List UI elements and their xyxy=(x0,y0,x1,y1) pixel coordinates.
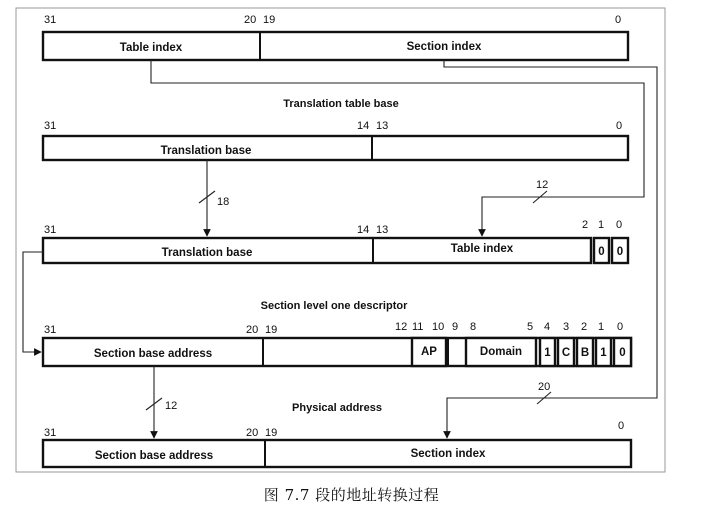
bit-11: 11 xyxy=(412,321,424,333)
bit-5: 5 xyxy=(527,321,534,333)
bit-2: 2 xyxy=(581,321,588,333)
bit4-value: 1 xyxy=(544,347,551,359)
bit-31: 31 xyxy=(44,120,57,132)
translation-base-field: Translation base xyxy=(161,247,253,259)
bit-0: 0 xyxy=(615,14,622,26)
section-index-field: Section index xyxy=(406,41,482,53)
bit-13: 13 xyxy=(376,120,389,132)
bit-20: 20 xyxy=(244,14,257,26)
bit-1: 1 xyxy=(598,219,605,231)
c-bit-field: C xyxy=(561,347,571,359)
bit-13: 13 xyxy=(376,224,389,236)
bit-3: 3 xyxy=(563,321,570,333)
width-12-section-label: 12 xyxy=(165,400,178,412)
ttb-title: Translation table base xyxy=(283,98,399,110)
bit-8: 8 xyxy=(470,321,477,333)
bit-31: 31 xyxy=(44,427,57,439)
descriptor-fetch-arrow xyxy=(23,252,43,352)
section-index-field: Section index xyxy=(410,448,486,460)
bit-12: 12 xyxy=(395,321,408,333)
translation-table-base-row xyxy=(43,98,628,160)
bit-14: 14 xyxy=(357,120,370,132)
section-base-address-field: Section base address xyxy=(94,450,214,462)
table-index-field: Table index xyxy=(119,42,183,54)
table-index-field: Table index xyxy=(450,243,514,255)
bit-2: 2 xyxy=(582,219,589,231)
bit-0: 0 xyxy=(616,219,623,231)
bit-4: 4 xyxy=(544,321,551,333)
descriptor-title: Section level one descriptor xyxy=(260,300,408,312)
bit-31: 31 xyxy=(44,14,57,26)
domain-field: Domain xyxy=(479,346,523,358)
bit-19: 19 xyxy=(263,14,276,26)
bit-31: 31 xyxy=(44,224,57,236)
width-20-label: 20 xyxy=(538,381,551,393)
bit1-value: 1 xyxy=(600,347,607,359)
section-base-address-field: Section base address xyxy=(93,348,213,360)
virtual-address-row xyxy=(43,14,628,60)
translation-base-field: Translation base xyxy=(160,145,252,157)
bit-20: 20 xyxy=(246,427,259,439)
descriptor-address-row xyxy=(43,219,628,263)
bit1-value: 0 xyxy=(598,246,605,258)
width-18-label: 18 xyxy=(217,196,230,208)
bit-14: 14 xyxy=(357,224,370,236)
bit-19: 19 xyxy=(265,427,278,439)
physical-address-title: Physical address xyxy=(292,402,382,414)
bit0-value: 0 xyxy=(616,246,624,258)
ttb-register xyxy=(43,136,628,160)
bit-10: 10 xyxy=(432,321,445,333)
bit-0: 0 xyxy=(616,120,623,132)
width-12-table-label: 12 xyxy=(536,179,549,191)
b-bit-field: B xyxy=(580,347,590,359)
bit-0: 0 xyxy=(618,420,625,432)
bit-0: 0 xyxy=(617,321,624,333)
bit-20: 20 xyxy=(246,324,259,336)
bit-9: 9 xyxy=(452,321,459,333)
figure-caption: 图 7.7 段的地址转换过程 xyxy=(263,486,440,504)
bit-31: 31 xyxy=(44,324,57,336)
ap-field: AP xyxy=(421,346,437,358)
bit-19: 19 xyxy=(265,324,278,336)
section-descriptor-row xyxy=(43,300,631,366)
bit0-value: 0 xyxy=(619,347,626,359)
physical-address-row xyxy=(43,402,631,467)
bit-1: 1 xyxy=(598,321,605,333)
